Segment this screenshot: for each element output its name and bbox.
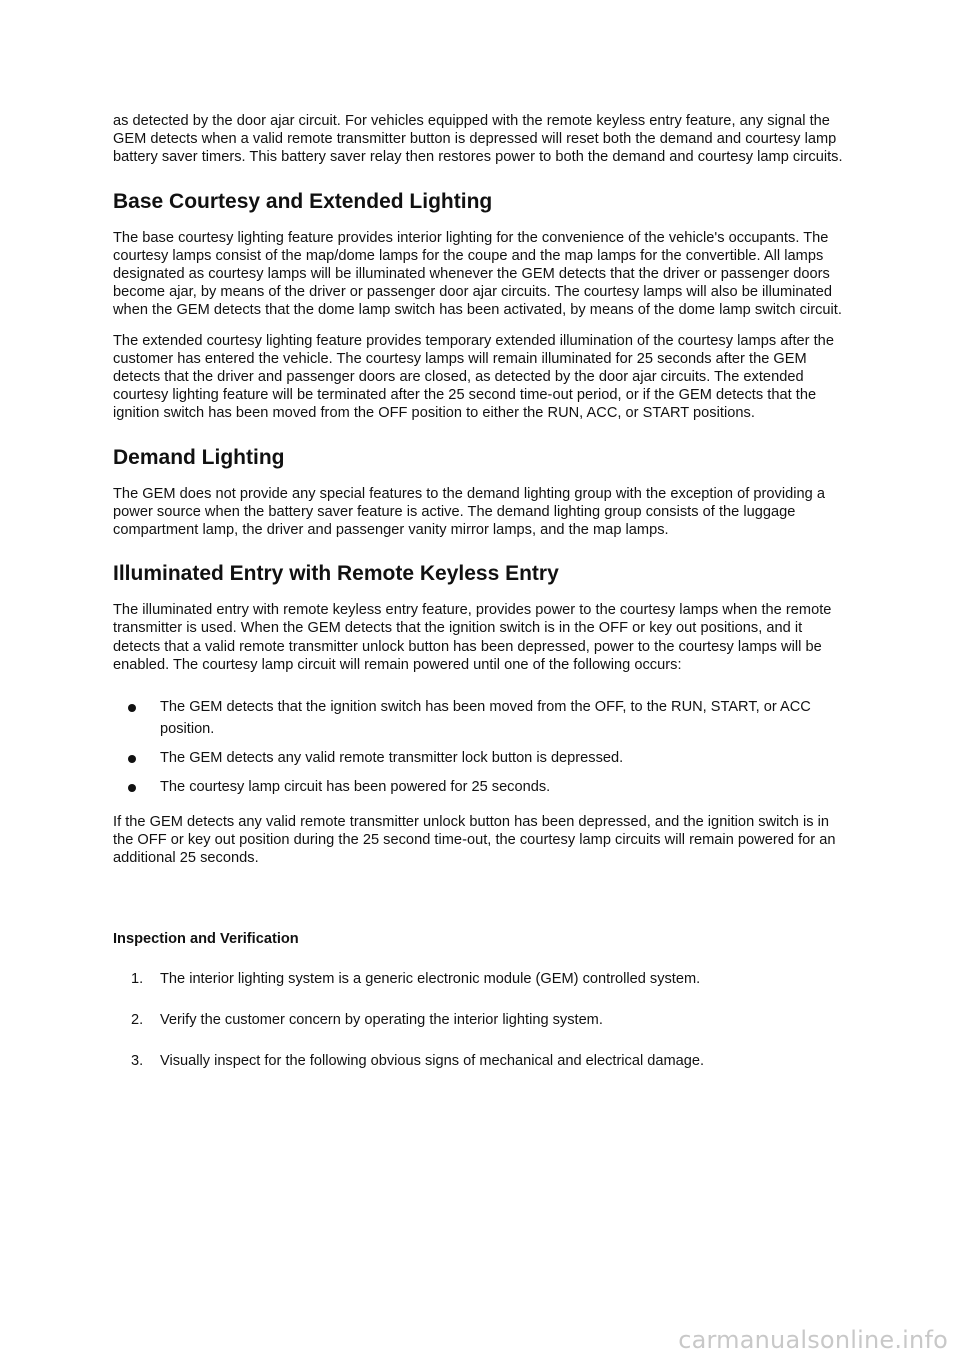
step-number: 3. xyxy=(131,1052,144,1069)
step-text: Verify the customer concern by operating the interior lighting system. xyxy=(160,1011,603,1028)
step-item xyxy=(113,1011,848,1029)
list-item-text: The GEM detects any valid remote transmitter lock button is depressed. xyxy=(160,750,624,767)
extended-courtesy-paragraph: The extended courtesy lighting feature provides temporary extended illumination of the courtesy lamps after the customer has entered the vehicle. The courtesy lamps will remain illuminated for 25 seconds after the GEM detects that the driver and passenger doors are closed, as detected by the door ajar circuits. The extended courtesy lighting feature will be terminated after the 25 second time-out period, or if the GEM detects that the ignition switch has been moved from the OFF position to either the RUN, ACC, or START positions. xyxy=(113,332,834,422)
condition-list xyxy=(113,696,848,798)
illuminated-entry-paragraph: The illuminated entry with remote keyless entry feature, provides power to the courtesy lamps when the remote transmitter is used. When the GEM detects that the ignition switch is in the OFF or key out positions, and it detects that a valid remote transmitter unlock button has been depressed, power to the courtesy lamps will be enabled. The courtesy lamp circuit will remain powered until one of the following occurs: xyxy=(113,602,832,673)
base-courtesy-paragraph: The base courtesy lighting feature provides interior lighting for the convenience of the vehicle's occupants. The courtesy lamps consist of the map/dome lamps for the coupe and the map lamps for the convertible. All lamps designated as courtesy lamps will be illuminated whenever the GEM detects that the driver or passenger doors become ajar, by means of the driver or passenger door ajar circuits. The courtesy lamps will also be illuminated when the GEM detects that the dome lamp switch has been activated, by means of the dome lamp switch circuit. xyxy=(113,229,842,319)
watermark-text: carmanualsonline.info xyxy=(678,1326,948,1354)
list-item xyxy=(113,696,848,740)
step-item xyxy=(113,970,848,988)
document-page xyxy=(113,112,848,1093)
bullet-icon xyxy=(128,755,136,763)
bullet-icon xyxy=(128,784,136,792)
demand-lighting-paragraph: The GEM does not provide any special features to the demand lighting group with the exception of providing a power source when the battery saver feature is active. The demand lighting group consists of the luggage compartment lamp, the driver and passenger vanity mirror lamps, and the map lamps. xyxy=(113,485,826,539)
heading-illuminated-entry: Illuminated Entry with Remote Keyless Entry xyxy=(113,562,559,586)
remote-unlock-paragraph: If the GEM detects any valid remote transmitter unlock button has been depressed, and the ignition switch is in the OFF or key out position during the 25 second time-out, the courtesy lamp circuits will remain powered for an additional 25 seconds. xyxy=(113,814,836,867)
list-item xyxy=(113,776,848,798)
list-item xyxy=(113,747,848,769)
step-number: 2. xyxy=(131,1011,144,1028)
heading-inspection-verification: Inspection and Verification xyxy=(113,930,299,947)
list-item-text: The GEM detects that the ignition switch has been moved from the OFF, to the RUN, START, or ACC position. xyxy=(160,699,811,738)
heading-demand-lighting: Demand Lighting xyxy=(113,445,285,469)
inspection-steps xyxy=(113,970,848,1070)
step-number: 1. xyxy=(131,970,144,987)
intro-paragraph: as detected by the door ajar circuit. For vehicles equipped with the remote keyless entry feature, any signal the GEM detects when a valid remote transmitter button is depressed will reset both the demand and courtesy lamp battery saver timers. This battery saver relay then restores power to both the demand and courtesy lamp circuits. xyxy=(113,113,843,166)
bullet-icon xyxy=(128,704,136,712)
step-item xyxy=(113,1052,848,1070)
step-text: Visually inspect for the following obvious signs of mechanical and electrical damage. xyxy=(160,1052,705,1069)
step-text: The interior lighting system is a generic electronic module (GEM) controlled system. xyxy=(160,970,701,987)
heading-base-courtesy: Base Courtesy and Extended Lighting xyxy=(113,189,493,213)
list-item-text: The courtesy lamp circuit has been powered for 25 seconds. xyxy=(160,779,551,796)
